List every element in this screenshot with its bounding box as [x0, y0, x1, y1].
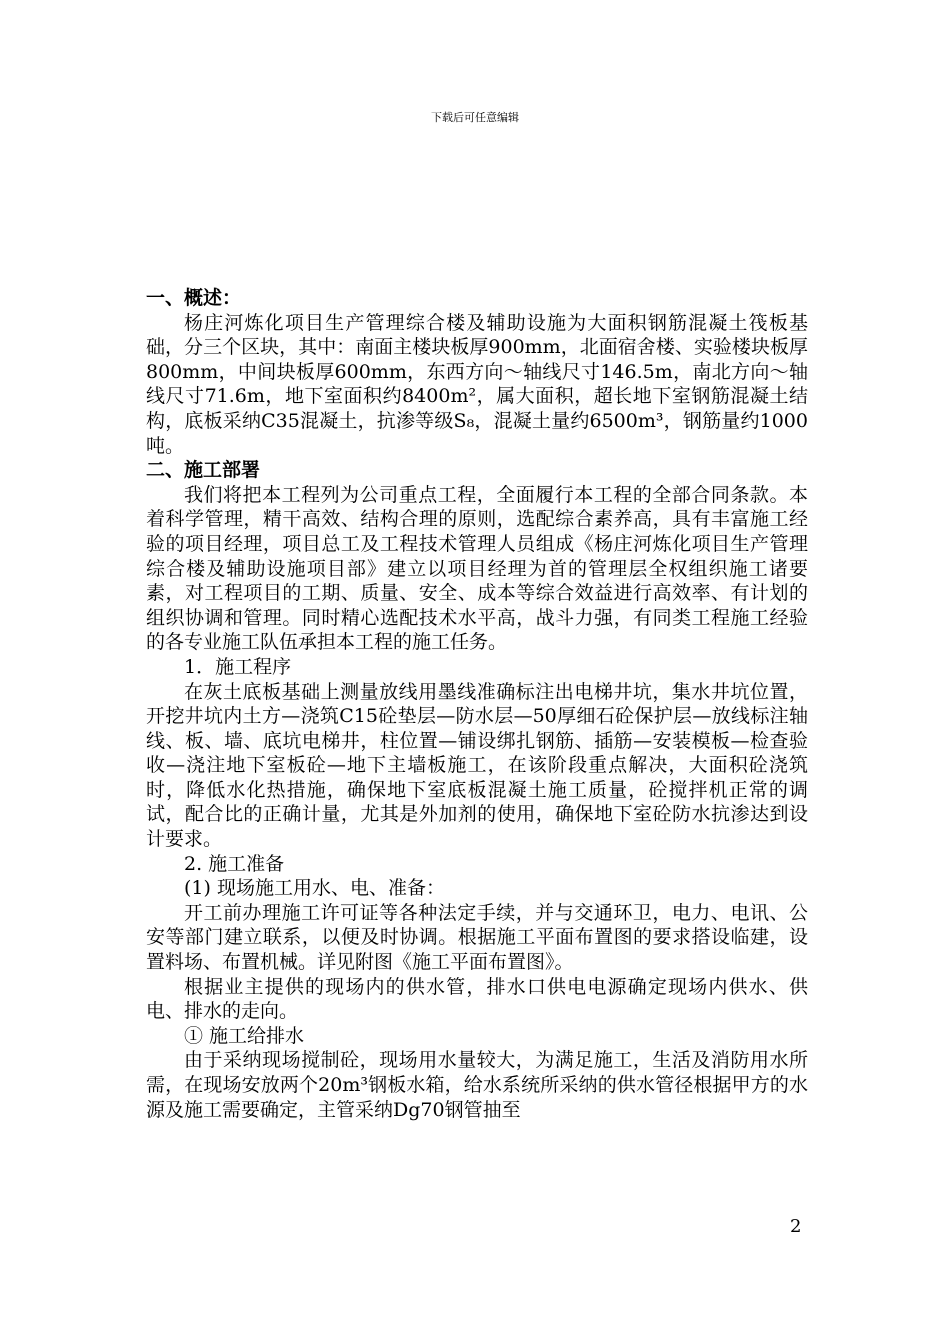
subsection-title-procedure: 1．施工程序 [184, 655, 292, 678]
header-note: 下载后可任意编辑 [431, 111, 519, 124]
subsection-title-preparation: 2. 施工准备 [184, 852, 285, 875]
section-heading-deployment: 二、施工部署 [146, 459, 261, 482]
deployment-paragraph: 我们将把本工程列为公司重点工程，全面履行本工程的全部合同条款。本着科学管理，精干高效、结构合理的原则，选配综合素养高，具有丰富施工经验的项目经理，项目总工及工程技术管理人员组成《杨庄河炼化项目生产管理综合楼及辅助设施项目部》建立以项目经理为首的管理层全权组织施工诸要素，对工程项目的工期、质量、安全、成本等综合效益进行高效率、有计划的组织协调和管理。同时精心选配技术水平高，战斗力强，有同类工程施工经验的各专业施工队伍承担本工程的施工任务。 [146, 483, 808, 654]
overview-paragraph: 杨庄河炼化项目生产管理综合楼及辅助设施为大面积钢筋混凝土筏板基础，分三个区块，其中：南面主楼块板厚900mm，北面宿舍楼、实验楼块板厚800mm，中间块板厚600mm，东西方向～轴线尺寸146.5m，南北方向～轴线尺寸71.6m，地下室面积约8400m²，属大面积，超长地下室钢筋混凝土结构，底板采纳C35混凝土，抗渗等级S₈，混凝土量约6500m³，钢筋量约1000吨。 [146, 311, 808, 457]
document-body [146, 286, 808, 1122]
procedure-paragraph: 在灰土底板基础上测量放线用墨线准确标注出电梯井坑，集水井坑位置，开挖井坑内土方—浇筑C15砼垫层—防水层—50厚细石砼保护层—放线标注轴线、板、墙、底坑电梯井，柱位置—铺设绑扎钢筋、插筋—安装模板—检查验收—浇注地下室板砼—地下主墙板施工，在该阶段重点解决，大面积砼浇筑时，降低水化热措施，确保地下室底板混凝土施工质量，砼搅拌机正常的调试，配合比的正确计量，尤其是外加剂的使用，确保地下室砼防水抗渗达到设计要求。 [146, 680, 808, 851]
section-heading-overview: 一、概述： [146, 287, 242, 309]
page-number: 2 [790, 1216, 802, 1237]
preparation-paragraph-3: 由于采纳现场搅制砼，现场用水量较大，为满足施工，生活及消防用水所需，在现场安放两个20m³钢板水箱，给水系统所采纳的供水管径根据甲方的水源及施工需要确定，主管采纳Dg70钢管抽至 [146, 1049, 808, 1121]
subsection-water-power: (1) 现场施工用水、电、准备： [184, 877, 445, 900]
preparation-paragraph-2: 根据业主提供的现场内的供水管，排水口供电电源确定现场内供水、供电、排水的走向。 [146, 975, 808, 1023]
item-water-supply-drainage: ① 施工给排水 [184, 1024, 305, 1047]
preparation-paragraph-1: 开工前办理施工许可证等各种法定手续，并与交通环卫，电力、电讯、公安等部门建立联系，以便及时协调。根据施工平面布置图的要求搭设临建，设置料场、布置机械。详见附图《施工平面布置图》。 [146, 901, 808, 974]
